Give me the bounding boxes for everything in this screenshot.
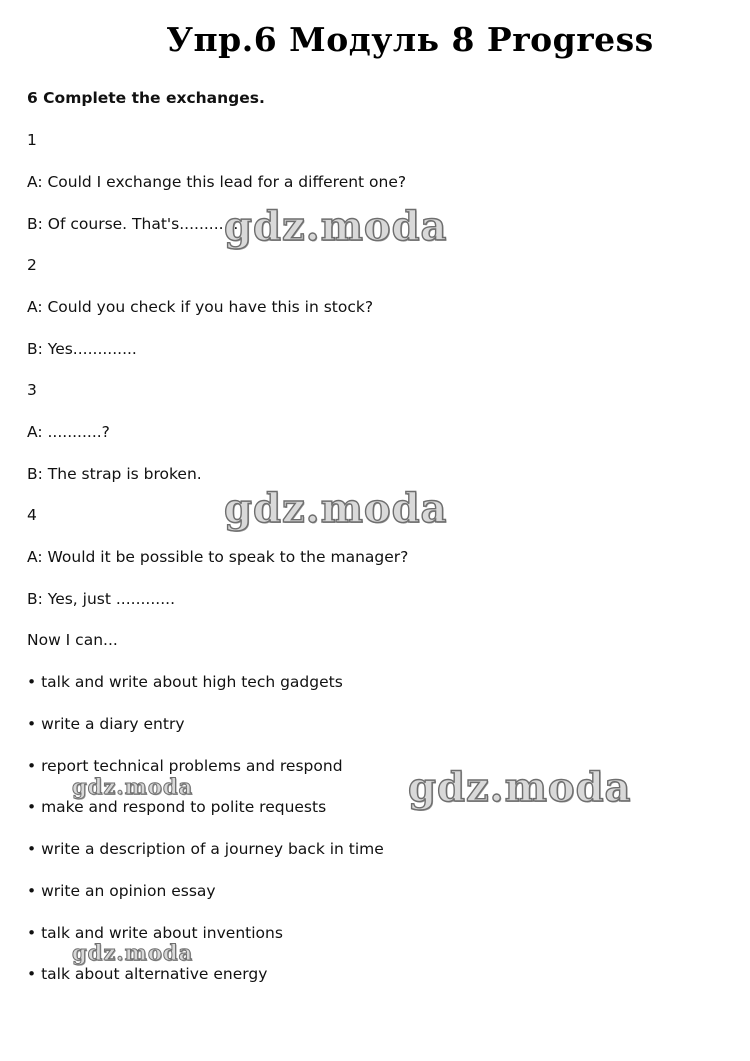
watermark: gdz.moda [224,203,448,250]
exchange-line-a: A: Could I exchange this lead for a different one? [27,173,407,191]
bullet-item: • write an opinion essay [27,882,216,900]
bullet-item: • make and respond to polite requests [27,798,327,816]
bullet-item: • talk and write about inventions [27,924,283,942]
exchange-number: 3 [27,381,37,399]
now-i-can-heading: Now I can... [27,631,118,649]
bullet-item: • talk and write about high tech gadgets [27,673,343,691]
bullet-item: • report technical problems and respond [27,757,343,775]
bullet-item: • write a diary entry [27,715,185,733]
task-heading: 6 Complete the exchanges. [27,89,265,107]
exchange-line-b: B: The strap is broken. [27,465,202,483]
watermark: gdz.moda [72,774,194,799]
exchange-number: 1 [27,131,37,149]
bullet-item: • talk about alternative energy [27,965,268,983]
bullet-item: • write a description of a journey back in time [27,840,384,858]
exchange-line-a: A: ...........? [27,423,110,441]
exchange-line-a: A: Would it be possible to speak to the manager? [27,548,409,566]
watermark: gdz.moda [72,940,194,965]
watermark: gdz.moda [224,485,448,532]
exchange-line-a: A: Could you check if you have this in stock? [27,298,374,316]
watermark: gdz.moda [408,764,632,811]
page-title: Упр.6 Модуль 8 Progress [166,20,654,59]
exchange-number: 4 [27,506,37,524]
exchange-number: 2 [27,256,37,274]
exchange-line-b: B: Yes, just ............ [27,590,175,608]
exchange-line-b: B: Yes............. [27,340,137,358]
exchange-line-b: B: Of course. That's............ [27,215,239,233]
